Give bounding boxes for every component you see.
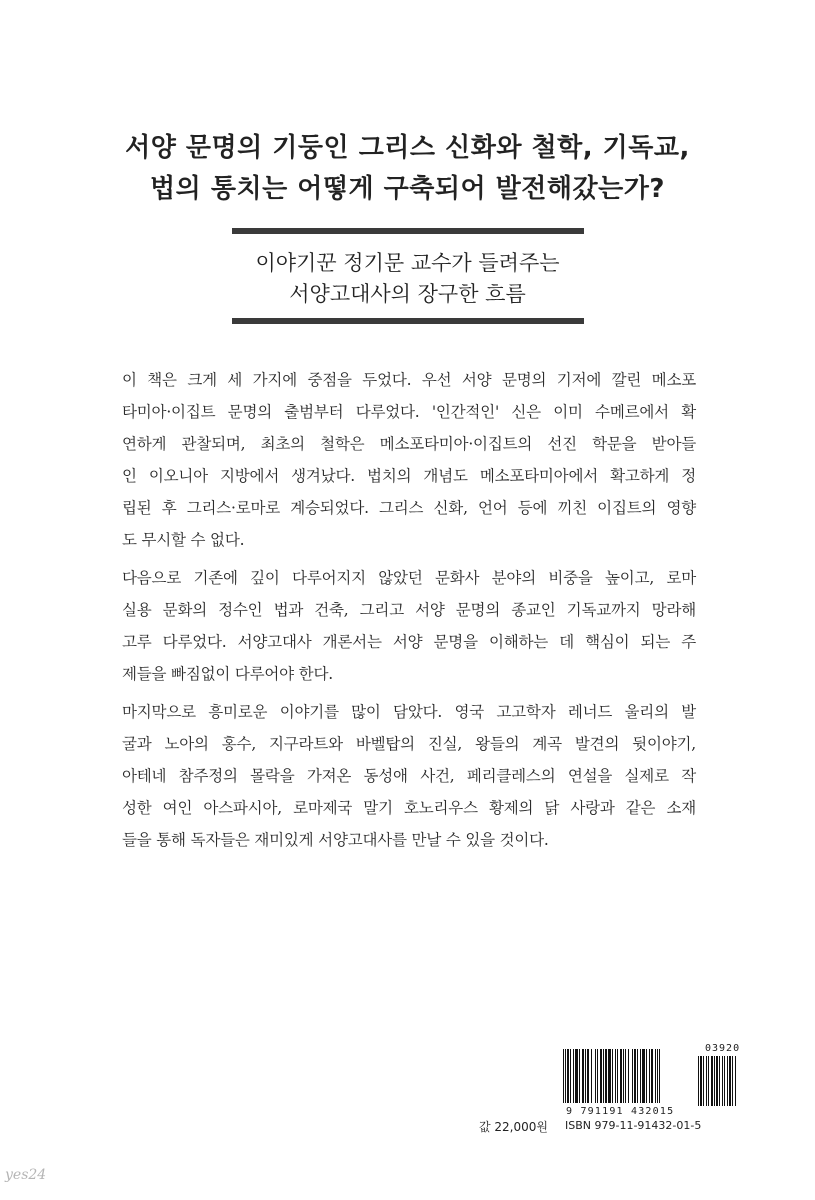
text-line: 연하게 관찰되며, 최초의 철학은 메소포타미아·이집트의 선진 학문을 받아들 xyxy=(122,435,696,453)
headline-line-2: 법의 통치는 어떻게 구축되어 발전해갔는가? xyxy=(150,174,665,204)
barcode-bar xyxy=(612,1049,613,1103)
barcode-bar xyxy=(570,1049,571,1103)
barcode-addon-image xyxy=(698,1056,750,1106)
barcode-bar xyxy=(567,1049,569,1103)
barcode-bar xyxy=(632,1049,633,1103)
text-line: 다음으로 기존에 깊이 다루어지지 않았던 문화사 분야의 비중을 높이고, 로마 xyxy=(122,569,696,587)
barcode-bar xyxy=(724,1056,725,1106)
barcode-bar xyxy=(603,1049,604,1103)
barcode-bar xyxy=(659,1049,660,1103)
barcode-bar xyxy=(615,1049,616,1103)
text-line: 고루 다루었다. 서양고대사 개론서는 서양 문명을 이해하는 데 핵심이 되는 주 xyxy=(122,633,696,651)
barcode-bar xyxy=(657,1049,658,1103)
barcode-bar xyxy=(640,1049,641,1103)
barcode-bar xyxy=(600,1049,602,1103)
barcode-bar xyxy=(582,1049,584,1103)
bottom-rule xyxy=(232,318,584,324)
barcode-bar xyxy=(563,1049,564,1103)
barcode-image xyxy=(563,1049,691,1103)
text-line: 이 책은 크게 세 가지에 중점을 두었다. 우선 서양 문명의 기저에 깔린 메소포 xyxy=(122,371,696,389)
text-line: 성한 여인 아스파시아, 로마제국 말기 호노리우스 황제의 닭 사랑과 같은 소재 xyxy=(122,799,696,817)
watermark-logo: yes24 xyxy=(5,1167,47,1183)
barcode-bar xyxy=(608,1049,611,1103)
text-line: 실용 문화의 정수인 법과 건축, 그리고 서양 문명의 종교인 기독교까지 망라해 xyxy=(122,601,696,619)
barcode-bar xyxy=(719,1056,720,1106)
barcode-bar xyxy=(729,1056,731,1106)
barcode-bar xyxy=(646,1049,647,1103)
barcode-bar xyxy=(649,1049,650,1103)
barcode-bar xyxy=(617,1049,618,1103)
text-line: 타미아·이집트 문명의 출범부터 다루었다. '인간적인' 신은 이미 수메르에서 확 xyxy=(122,403,696,421)
barcode-bar xyxy=(651,1049,653,1103)
price-label: 값 22,000원 xyxy=(479,1120,548,1134)
headline-line-1: 서양 문명의 기둥인 그리스 신화와 철학, 기독교, xyxy=(125,133,690,163)
barcode-bar xyxy=(625,1049,626,1103)
paragraph xyxy=(122,364,696,556)
text-line: 들을 통해 독자들은 재미있게 서양고대사를 만날 수 있을 것이다. xyxy=(122,831,549,849)
barcode-bar xyxy=(573,1049,574,1103)
barcode-bar xyxy=(655,1049,656,1103)
text-line: 마지막으로 흥미로운 이야기를 많이 담았다. 영국 고고학자 레너드 울리의 발 xyxy=(122,703,696,721)
barcode-bar xyxy=(620,1049,622,1103)
subheadline-line-1: 이야기꾼 정기문 교수가 들려주는 xyxy=(255,251,560,275)
barcode-bar xyxy=(735,1056,736,1106)
barcode-bar xyxy=(585,1049,586,1103)
barcode-bar xyxy=(628,1049,629,1103)
barcode-digits: 9 791191 432015 xyxy=(566,1106,675,1117)
barcode-bar xyxy=(565,1049,566,1103)
text-line: 굴과 노아의 홍수, 지구라트와 바벨탑의 진실, 왕들의 계곡 발견의 뒷이야기, xyxy=(122,735,696,753)
barcode-bar xyxy=(623,1049,624,1103)
barcode-bar xyxy=(708,1056,709,1106)
barcode-bar xyxy=(703,1056,704,1106)
top-rule xyxy=(232,228,584,234)
barcode-addon-digits: 03920 xyxy=(705,1043,741,1054)
barcode-bar xyxy=(732,1056,733,1106)
text-line: 립된 후 그리스·로마로 계승되었다. 그리스 신화, 언어 등에 끼친 이집트의 영향 xyxy=(122,499,696,517)
barcode-bar xyxy=(727,1056,728,1106)
barcode-bar xyxy=(575,1049,578,1103)
paragraph xyxy=(122,696,696,856)
isbn-label: ISBN 979-11-91432-01-5 xyxy=(565,1119,702,1132)
body-text xyxy=(122,364,696,862)
barcode-bar xyxy=(722,1056,723,1106)
barcode-bar xyxy=(579,1049,580,1103)
text-line: 인 이오니아 지방에서 생겨났다. 법치의 개념도 메소포타미아에서 확고하게 정 xyxy=(122,467,696,485)
subheadline-line-2: 서양고대사의 장구한 흐름 xyxy=(289,282,526,306)
barcode-bar xyxy=(591,1049,592,1103)
barcode-bar xyxy=(698,1056,699,1106)
barcode-bar xyxy=(587,1049,589,1103)
barcode-bar xyxy=(714,1056,715,1106)
barcode-bar xyxy=(642,1049,645,1103)
barcode-bar xyxy=(706,1056,707,1106)
text-line: 아테네 참주정의 몰락을 가져온 동성애 사건, 페리클레스의 연설을 실제로 작 xyxy=(122,767,696,785)
text-line: 제들을 빠짐없이 다루어야 한다. xyxy=(122,665,333,683)
barcode-bar xyxy=(634,1049,636,1103)
barcode-bar xyxy=(605,1049,607,1103)
paragraph xyxy=(122,562,696,690)
barcode-bar xyxy=(597,1049,598,1103)
barcode-bar xyxy=(700,1056,702,1106)
barcode-bar xyxy=(637,1049,638,1103)
text-line: 도 무시할 수 없다. xyxy=(122,531,245,549)
barcode-bar xyxy=(711,1056,713,1106)
barcode-bar xyxy=(716,1056,718,1106)
barcode-bar xyxy=(595,1049,596,1103)
